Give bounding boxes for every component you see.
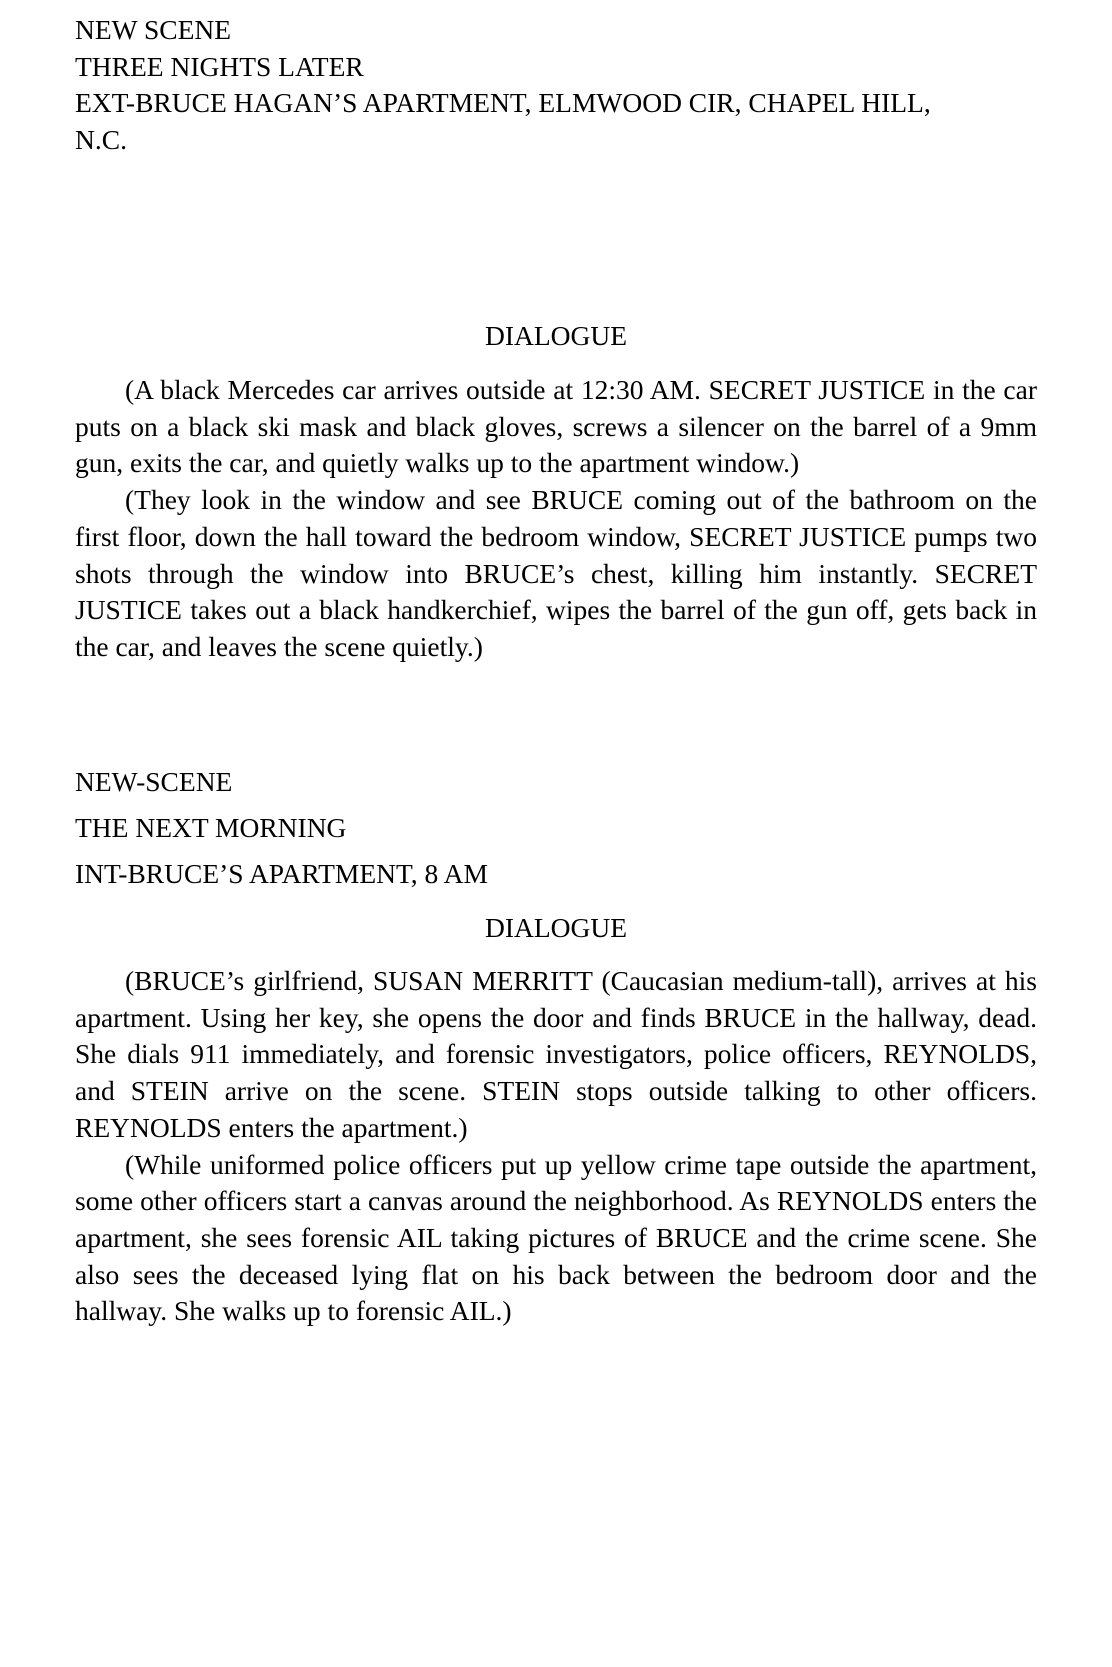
dialogue-label: DIALOGUE	[484, 912, 628, 943]
scene-2-action	[75, 963, 1037, 1330]
scene-1-action	[75, 372, 1037, 666]
dialogue-label: DIALOGUE	[484, 320, 628, 351]
scene-location: INT-BRUCE’S APARTMENT, 8 AM	[75, 858, 488, 889]
scene-marker: NEW-SCENE	[75, 766, 233, 797]
action-paragraph: (BRUCE’s girlfriend, SUSAN MERRITT (Caucasian medium-tall), arrives at his apartment. Using her key, she opens the door and finds BRUCE in the hallway, dead. She dials 911 immediately, and forensic investigators, police officers, REYNOLDS, and STEIN arrive on the scene. STEIN stops outside talking to other officers. REYNOLDS enters the apartment.)	[75, 965, 1037, 1143]
scene-location-cont: N.C.	[75, 124, 127, 156]
action-paragraph: (They look in the window and see BRUCE coming out of the bathroom on the first floor, down the hall toward the bedroom window, SECRET JUSTICE pumps two shots through the window into BRUCE’s chest, killing him instantly. SECRET JUSTICE takes out a black handkerchief, wipes the barrel of the gun off, gets back in the car, and leaves the scene quietly.)	[75, 484, 1037, 662]
scene-1-heading	[75, 12, 1037, 159]
scene-location: EXT-BRUCE HAGAN’S APARTMENT, ELMWOOD CIR, CHAPEL HILL,	[75, 87, 931, 119]
action-paragraph: (While uniformed police officers put up yellow crime tape outside the apartment, some other officers start a canvas around the neighborhood. As REYNOLDS enters the apartment, she sees forensic AIL taking pictures of BRUCE and the crime scene. She also sees the deceased lying flat on his back between the bedroom door and the hallway. She walks up to forensic AIL.)	[75, 1148, 1037, 1327]
scene-2-heading	[75, 764, 1037, 893]
action-paragraph: (A black Mercedes car arrives outside at 12:30 AM. SECRET JUSTICE in the car puts on a black ski mask and black gloves, screws a silencer on the barrel of a 9mm gun, exits the car, and quietly walks up to the apartment window.)	[75, 374, 1037, 479]
scene-marker: NEW SCENE	[75, 14, 232, 45]
scene-time: THE NEXT MORNING	[75, 812, 347, 843]
scene-time: THREE NIGHTS LATER	[75, 50, 364, 82]
